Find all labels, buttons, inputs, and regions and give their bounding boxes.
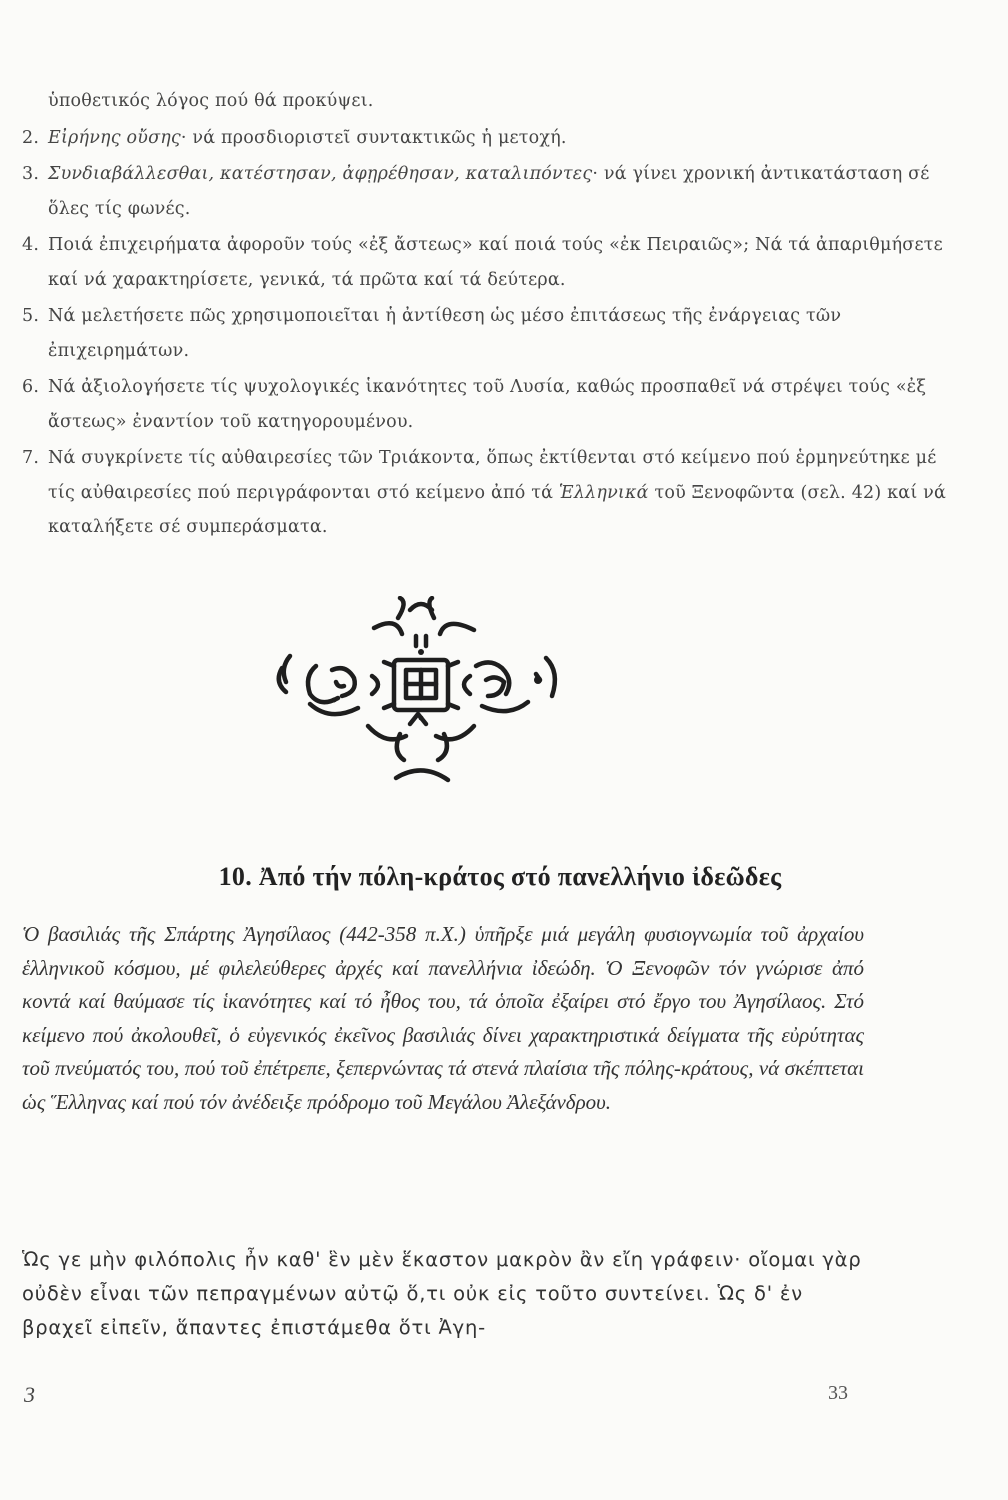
- exercise-3: 3. Συνδιαβάλλεσθαι, κατέστησαν, ἀφῃρέθησαν, καταλιπόντες· νά γίνει χρονική ἀντικατάσταση σέ ὅλες τίς φωνές.: [22, 157, 952, 226]
- exercise-1-tail: ὑποθετικός λόγος πού θά προκύψει.: [48, 91, 374, 111]
- ancient-greek-text: Ὡς γε μὴν φιλόπολις ἦν καθ' ἓν μὲν ἕκαστον μακρὸν ἂν εἴη γράφειν· οἴομαι γὰρ οὐδὲν εἶναι τῶν πεπραγμένων αὐτῷ ὅ,τι οὐκ εἰς τοῦτο συντείνει. Ὡς δ' ἐν βραχεῖ εἰπεῖν, ἅπαντες ἐπιστάμεθα ὅτι Ἀγη-: [22, 1248, 862, 1339]
- exercise-4: [22, 228, 952, 297]
- exercise-number: 2.: [22, 127, 40, 148]
- exercise-list: [22, 84, 952, 545]
- page-number: 33: [828, 1382, 848, 1404]
- section-heading: 10. Ἀπό τήν πόλη-κράτος στό πανελλήνιο ἰδεῶδες: [218, 862, 782, 891]
- decorative-cross-ornament-icon: [276, 596, 566, 786]
- signature-mark: 3: [24, 1382, 35, 1407]
- exercise-6: [22, 370, 952, 439]
- section-introduction: Ὁ βασιλιάς τῆς Σπάρτης Ἀγησίλαος (442-358 π.Χ.) ὑπῆρξε μιά μεγάλη φυσιογνωμία τοῦ ἀρχαίου ἑλληνικοῦ κόσμου, μέ φιλελεύθερες ἀρχές καί πανελλήνια ἰδεώδη. Ὁ Ξενοφῶν τόν γνώρισε ἀπό κοντά καί θαύμασε τίς ἱκανότητες καί τό ἦθος του, τά ὁποῖα ἐξαίρει στό ἔργο του Ἀγησίλαος. Στό κείμενο πού ἀκολουθεῖ, ὁ εὐγενικός ἐκεῖνος βασιλιάς δίνει χαρακτηριστικά δείγματα τῆς εὐρύτητας τοῦ πνεύματός του, πού τοῦ ἐπέτρεπε, ξεπερνώντας τά στενά πλαίσια τῆς πόλης-κράτους, νά σκέπτεται ὡς Ἕλληνας καί πού τόν ἀνέδειξε πρόδρομο τοῦ Μεγάλου Ἀλεξάνδρου.: [22, 922, 864, 1114]
- exercise-5: [22, 299, 952, 368]
- exercise-number: 6.: [22, 377, 40, 397]
- exercise-quote: Εἰρήνης οὔσης: [48, 127, 181, 148]
- exercise-text: Νά ἀξιολογήσετε τίς ψυχολογικές ἱκανότητες τοῦ Λυσία, καθώς προσπαθεῖ νά στρέψει τούς «ἐξ ἄστεως» ἐναντίον τοῦ κατηγορουμένου.: [48, 377, 927, 432]
- exercise-quote: Συνδιαβάλλεσθαι, κατέστησαν, ἀφῃρέθησαν, καταλιπόντες: [48, 164, 593, 184]
- exercise-number: 7.: [22, 448, 40, 468]
- exercise-text: Ποιά ἐπιχειρήματα ἀφοροῦν τούς «ἐξ ἄστεως» καί ποιά τούς «ἐκ Πειραιῶς»; Νά τά ἀπαριθμήσετε καί νά χαρακτηρίσετε, γενικά, τά πρῶτα καί τά δεύτερα.: [48, 235, 943, 290]
- exercise-number: 4.: [22, 235, 40, 255]
- exercise-text: Νά μελετήσετε πῶς χρησιμοποιεῖται ἡ ἀντίθεση ὡς μέσο ἐπιτάσεως τῆς ἐνάργειας τῶν ἐπιχειρημάτων.: [48, 306, 842, 361]
- exercise-2: 2. Εἰρήνης οὔσης· νά προσδιοριστεῖ συντακτικῶς ἡ μετοχή.: [22, 121, 952, 156]
- exercise-number: 5.: [22, 306, 40, 326]
- book-title: Ἑλληνικά: [558, 482, 649, 503]
- exercise-number: 3.: [22, 164, 40, 184]
- exercise-7: 7. Νά συγκρίνετε τίς αὐθαιρεσίες τῶν Τριάκοντα, ὅπως ἐκτίθενται στό κείμενο πού ἑρμηνεύτηκε μέ τίς αὐθαιρεσίες πού περιγράφονται στό κείμενο ἀπό τά Ἑλληνικά τοῦ Ξενοφῶντα (σελ. 42) καί νά καταλήξετε σέ συμπεράσματα.: [22, 441, 952, 545]
